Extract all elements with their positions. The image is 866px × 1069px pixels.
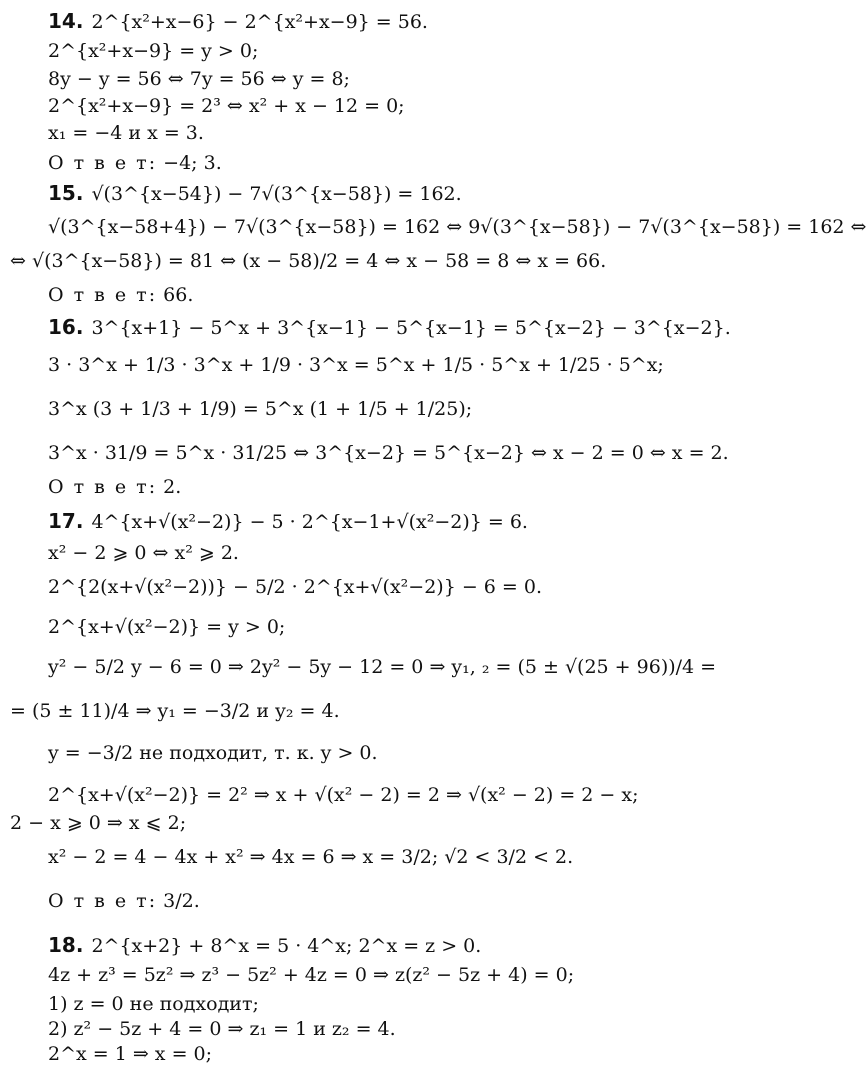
problem-17-answer — [48, 890, 200, 912]
problem-17-line-6: = (5 ± 11)/4 ⇒ y₁ = −3/2 и y₂ = 4. — [10, 700, 340, 722]
answer-value: −4; 3. — [163, 152, 222, 174]
problem-17-line-8: 2^{x+√(x²−2)} = 2² ⇒ x + √(x² − 2) = 2 ⇒ √(x² − 2) = 2 − x; — [48, 784, 639, 806]
problem-17-line-3: 2^{2(x+√(x²−2))} − 5/2 · 2^{x+√(x²−2)} − 6 = 0. — [48, 576, 543, 598]
problem-16-number: 16. — [48, 315, 84, 339]
problem-18-line-1 — [48, 934, 481, 957]
problem-16-line-2: 3 · 3^x + 1/3 · 3^x + 1/9 · 3^x = 5^x + 1/5 · 5^x + 1/25 · 5^x; — [48, 354, 664, 376]
problem-15-line-2: √(3^{x−58+4}) − 7√(3^{x−58}) = 162 ⇔ 9√(3^{x−58}) − 7√(3^{x−58}) = 162 ⇔ — [48, 216, 866, 238]
problem-14-number: 14. — [48, 9, 84, 33]
problem-15-answer — [48, 284, 193, 306]
problem-17-number: 17. — [48, 509, 84, 533]
answer-value: 2. — [163, 476, 182, 498]
problem-17-line-1 — [48, 510, 528, 533]
answer-label: О т в е т: — [48, 476, 158, 498]
problem-14-line-1 — [48, 10, 428, 33]
problem-17-line-4: 2^{x+√(x²−2)} = y > 0; — [48, 616, 286, 638]
problem-18-line-4: 2) z² − 5z + 4 = 0 ⇒ z₁ = 1 и z₂ = 4. — [48, 1018, 396, 1040]
problem-14-equation: 2^{x²+x−6} − 2^{x²+x−9} = 56. — [91, 11, 428, 33]
problem-17-line-7: y = −3/2 не подходит, т. к. y > 0. — [48, 742, 378, 764]
problem-18-equation: 2^{x+2} + 8^x = 5 · 4^x; 2^x = z > 0. — [91, 935, 482, 957]
problem-16-line-4: 3^x · 31/9 = 5^x · 31/25 ⇔ 3^{x−2} = 5^{x−2} ⇔ x − 2 = 0 ⇔ x = 2. — [48, 442, 729, 464]
problem-16-equation: 3^{x+1} − 5^x + 3^{x−1} − 5^{x−1} = 5^{x−2} − 3^{x−2}. — [91, 317, 731, 339]
answer-value: 66. — [163, 284, 194, 306]
problem-15-line-1 — [48, 182, 462, 205]
answer-label: О т в е т: — [48, 890, 158, 912]
problem-18-line-2: 4z + z³ = 5z² ⇒ z³ − 5z² + 4z = 0 ⇒ z(z² − 5z + 4) = 0; — [48, 964, 575, 986]
answer-value: 3/2. — [163, 890, 200, 912]
problem-17-line-10: x² − 2 = 4 − 4x + x² ⇒ 4x = 6 ⇒ x = 3/2; √2 < 3/2 < 2. — [48, 846, 574, 868]
problem-14-line-4: 2^{x²+x−9} = 2³ ⇔ x² + x − 12 = 0; — [48, 95, 405, 117]
problem-15-number: 15. — [48, 181, 84, 205]
problem-18-number: 18. — [48, 933, 84, 957]
problem-17-line-5: y² − 5/2 y − 6 = 0 ⇒ 2y² − 5y − 12 = 0 ⇒ y₁, ₂ = (5 ± √(25 + 96))/4 = — [48, 656, 717, 678]
problem-14-line-5: x₁ = −4 и x = 3. — [48, 122, 204, 144]
problem-14-line-2: 2^{x²+x−9} = y > 0; — [48, 40, 259, 62]
problem-16-answer — [48, 476, 181, 498]
problem-16-line-3: 3^x (3 + 1/3 + 1/9) = 5^x (1 + 1/5 + 1/25); — [48, 398, 473, 420]
problem-16-line-1 — [48, 316, 731, 339]
problem-14-answer — [48, 152, 222, 174]
problem-14-line-3: 8y − y = 56 ⇔ 7y = 56 ⇔ y = 8; — [48, 68, 350, 90]
problem-15-line-3: ⇔ √(3^{x−58}) = 81 ⇔ (x − 58)/2 = 4 ⇔ x − 58 = 8 ⇔ x = 66. — [10, 250, 607, 272]
problem-18-line-3: 1) z = 0 не подходит; — [48, 993, 259, 1015]
problem-17-line-2: x² − 2 ⩾ 0 ⇔ x² ⩾ 2. — [48, 542, 239, 564]
problem-18-line-5: 2^x = 1 ⇒ x = 0; — [48, 1043, 213, 1065]
problem-17-equation: 4^{x+√(x²−2)} − 5 · 2^{x−1+√(x²−2)} = 6. — [91, 511, 528, 533]
problem-15-equation: √(3^{x−54}) − 7√(3^{x−58}) = 162. — [91, 183, 462, 205]
problem-17-line-9: 2 − x ⩾ 0 ⇒ x ⩽ 2; — [10, 812, 187, 834]
answer-label: О т в е т: — [48, 152, 158, 174]
answer-label: О т в е т: — [48, 284, 158, 306]
